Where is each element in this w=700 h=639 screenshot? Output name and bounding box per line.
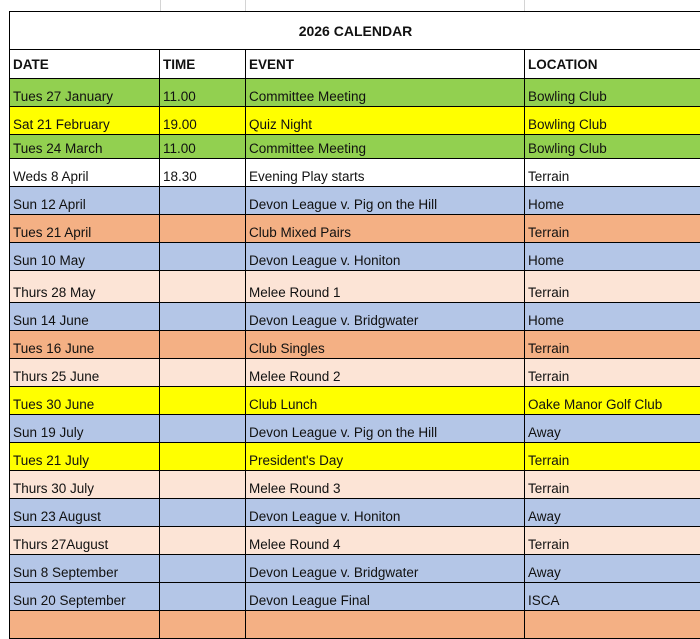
header-time[interactable]: TIME: [160, 50, 246, 78]
date-cell[interactable]: Tues 21 July: [10, 443, 160, 470]
date-cell[interactable]: Thurs 25 June: [10, 359, 160, 386]
gridline: [245, 0, 246, 11]
location-cell[interactable]: Bowling Club: [528, 89, 607, 104]
event-cell[interactable]: President's Day: [246, 443, 525, 470]
time-cell[interactable]: [160, 415, 246, 442]
time-cell[interactable]: 18.30: [160, 159, 246, 186]
table-row: [10, 331, 700, 359]
time-cell[interactable]: [160, 527, 246, 554]
time-cell[interactable]: [160, 387, 246, 414]
location-cell[interactable]: Home: [528, 197, 565, 212]
event-cell[interactable]: Melee Round 2: [246, 359, 525, 386]
date-cell[interactable]: Tues 21 April: [10, 215, 160, 242]
date-cell[interactable]: Sun 19 July: [10, 415, 160, 442]
time-cell[interactable]: [160, 303, 246, 330]
date-cell[interactable]: [10, 611, 160, 638]
table-row: [10, 271, 700, 303]
location-cell[interactable]: Home: [528, 253, 565, 268]
time-cell[interactable]: 11.00: [160, 79, 246, 106]
header-row: [10, 50, 700, 79]
table-row: [10, 415, 700, 443]
time-cell[interactable]: [160, 611, 246, 638]
date-cell[interactable]: Thurs 27August: [10, 527, 160, 554]
sheet-gridlines: [0, 0, 700, 11]
time-cell[interactable]: [160, 499, 246, 526]
event-cell[interactable]: Committee Meeting: [246, 135, 525, 158]
date-cell[interactable]: Sun 12 April: [10, 187, 160, 214]
location-cell[interactable]: Home: [528, 313, 565, 328]
location-cell[interactable]: ISCA: [528, 593, 560, 608]
event-cell[interactable]: Devon League v. Honiton: [246, 243, 525, 270]
table-row: [10, 187, 700, 215]
time-cell[interactable]: [160, 443, 246, 470]
date-cell[interactable]: Weds 8 April: [10, 159, 160, 186]
event-cell[interactable]: Club Singles: [246, 331, 525, 358]
table-row: [10, 527, 700, 555]
location-cell[interactable]: Oake Manor Golf Club: [528, 397, 663, 412]
event-cell[interactable]: Melee Round 1: [246, 271, 525, 302]
event-cell[interactable]: Club Lunch: [246, 387, 525, 414]
calendar-table: [9, 11, 700, 639]
location-cell[interactable]: Terrain: [528, 169, 570, 184]
date-cell[interactable]: Tues 24 March: [10, 135, 160, 158]
date-cell[interactable]: Sun 23 August: [10, 499, 160, 526]
event-cell[interactable]: Club Mixed Pairs: [246, 215, 525, 242]
event-cell[interactable]: Devon League v. Pig on the Hill: [246, 415, 525, 442]
table-row: [10, 499, 700, 527]
header-location[interactable]: LOCATION: [528, 56, 598, 72]
time-cell[interactable]: [160, 243, 246, 270]
event-cell[interactable]: Evening Play starts: [246, 159, 525, 186]
table-row: [10, 359, 700, 387]
table-row: [10, 555, 700, 583]
header-date[interactable]: DATE: [10, 50, 160, 78]
date-cell[interactable]: Sun 8 September: [10, 555, 160, 582]
location-cell[interactable]: Bowling Club: [528, 117, 607, 132]
location-cell[interactable]: [525, 611, 700, 638]
calendar-title[interactable]: 2026 CALENDAR: [10, 12, 700, 50]
table-row: [10, 611, 700, 639]
location-cell[interactable]: Terrain: [528, 453, 570, 468]
table-row: [10, 135, 700, 159]
event-cell[interactable]: [246, 611, 525, 638]
location-cell[interactable]: Terrain: [528, 369, 570, 384]
date-cell[interactable]: Sun 14 June: [10, 303, 160, 330]
event-cell[interactable]: Committee Meeting: [246, 79, 525, 106]
event-cell[interactable]: Devon League v. Pig on the Hill: [246, 187, 525, 214]
time-cell[interactable]: [160, 215, 246, 242]
header-event[interactable]: EVENT: [246, 50, 525, 78]
date-cell[interactable]: Sat 21 February: [10, 107, 160, 134]
event-cell[interactable]: Devon League v. Bridgwater: [246, 303, 525, 330]
time-cell[interactable]: [160, 187, 246, 214]
location-cell[interactable]: Away: [528, 565, 561, 580]
date-cell[interactable]: Thurs 30 July: [10, 471, 160, 498]
location-cell[interactable]: Terrain: [528, 225, 570, 240]
table-row: [10, 215, 700, 243]
time-cell[interactable]: [160, 331, 246, 358]
table-row: [10, 443, 700, 471]
date-cell[interactable]: Thurs 28 May: [10, 271, 160, 302]
event-cell[interactable]: Melee Round 4: [246, 527, 525, 554]
table-row: [10, 583, 700, 611]
time-cell[interactable]: [160, 471, 246, 498]
event-cell[interactable]: Devon League Final: [246, 583, 525, 610]
location-cell[interactable]: Terrain: [528, 285, 570, 300]
event-cell[interactable]: Devon League v. Honiton: [246, 499, 525, 526]
time-cell[interactable]: [160, 359, 246, 386]
date-cell[interactable]: Sun 10 May: [10, 243, 160, 270]
location-cell[interactable]: Away: [528, 425, 561, 440]
date-cell[interactable]: Tues 30 June: [10, 387, 160, 414]
location-cell[interactable]: Terrain: [528, 341, 570, 356]
table-row: [10, 387, 700, 415]
location-cell[interactable]: Terrain: [528, 481, 570, 496]
time-cell[interactable]: 19.00: [160, 107, 246, 134]
table-row: [10, 303, 700, 331]
date-cell[interactable]: Tues 16 June: [10, 331, 160, 358]
time-cell[interactable]: 11.00: [160, 135, 246, 158]
table-row: [10, 107, 700, 135]
table-row: [10, 471, 700, 499]
table-row: [10, 243, 700, 271]
location-cell[interactable]: Terrain: [528, 537, 570, 552]
time-cell[interactable]: [160, 271, 246, 302]
time-cell[interactable]: [160, 583, 246, 610]
gridline: [160, 0, 161, 11]
event-cell[interactable]: Devon League v. Bridgwater: [246, 555, 525, 582]
location-cell[interactable]: Away: [528, 509, 561, 524]
date-cell[interactable]: Sun 20 September: [10, 583, 160, 610]
event-cell[interactable]: Melee Round 3: [246, 471, 525, 498]
gridline: [524, 0, 525, 11]
table-row: [10, 159, 700, 187]
date-cell[interactable]: Tues 27 January: [10, 79, 160, 106]
event-cell[interactable]: Quiz Night: [246, 107, 525, 134]
location-cell[interactable]: Bowling Club: [528, 141, 607, 156]
table-row: [10, 79, 700, 107]
time-cell[interactable]: [160, 555, 246, 582]
